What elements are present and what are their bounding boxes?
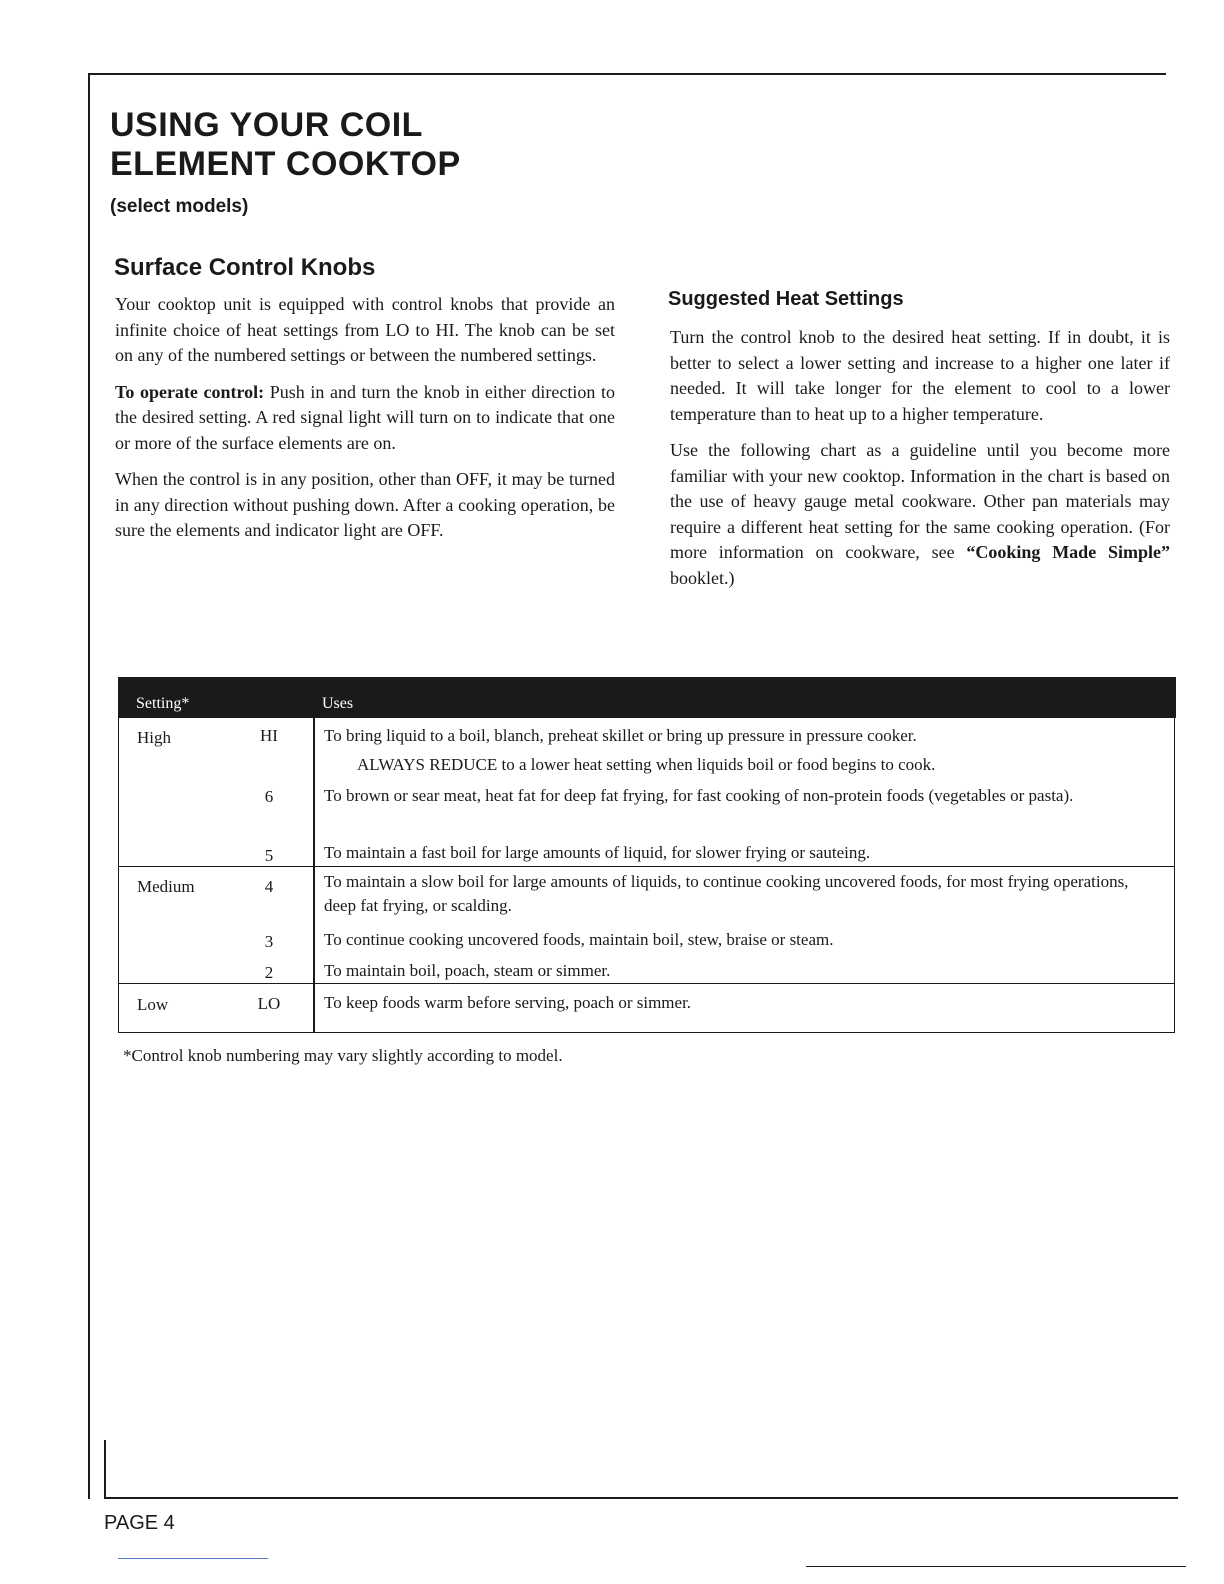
table-cell-use: To brown or sear meat, heat fat for deep fat frying, for fast cooking of non-protein foods (vegetables or pasta). — [324, 786, 1074, 805]
table-cell-level: Low — [137, 995, 169, 1014]
table-cell-level: High — [137, 728, 171, 747]
top-rule — [88, 73, 1166, 75]
paragraph — [670, 438, 1170, 591]
title-line-1: USING YOUR COIL — [110, 106, 423, 144]
table-cell-number: LO — [257, 994, 281, 1013]
table-cell-use: To maintain a fast boil for large amounts of liquid, for slower frying or sauteing. — [324, 843, 871, 862]
table-cell-use: To continue cooking uncovered foods, maintain boil, stew, braise or steam. — [324, 930, 834, 949]
paragraph-body: Push in and turn the knob in either direction to the desired setting. A red signal light will turn on to indicate that one or more of the surface elements are on. — [115, 381, 616, 453]
page-subtitle: (select models) — [110, 196, 249, 217]
table-header — [118, 677, 1176, 718]
table-cell-level: Medium — [137, 877, 195, 896]
table-cell-number: 3 — [264, 932, 274, 951]
table-cell-number: 6 — [264, 787, 274, 806]
section-heading-heat-settings: Suggested Heat Settings — [668, 288, 904, 310]
table-cell-number: 5 — [264, 846, 274, 865]
title-line-2: ELEMENT COOKTOP — [110, 145, 461, 183]
table-cell-use: To maintain a slow boil for large amounts of liquids, to continue cooking uncovered foods, for most frying operations, deep fat frying, or scalding. — [324, 872, 1129, 915]
right-column — [670, 325, 1170, 602]
booklet-title: “Cooking Made Simple” — [966, 542, 1170, 562]
column-header-uses: Uses — [322, 695, 354, 712]
paragraph — [115, 380, 615, 457]
heat-settings-table — [118, 677, 1175, 1033]
paragraph-body: Use the following chart as a guideline until you become more familiar with your new cooktop. Information in the chart is based on the use of heavy gauge metal cookware. Other pan materials may require a different heat setting for the same cooking operation. (For more information on cookware, see — [670, 440, 1170, 562]
table-cell-use: To bring liquid to a boil, blanch, preheat skillet or bring up pressure in pressure cooker. — [324, 726, 917, 745]
page-number: PAGE 4 — [104, 1512, 175, 1534]
bottom-rule — [104, 1497, 1178, 1499]
table-cell-use: To keep foods warm before serving, poach or simmer. — [324, 993, 692, 1012]
bottom-left-rule — [104, 1440, 106, 1498]
paragraph-tail: booklet.) — [670, 567, 735, 588]
paragraph: When the control is in any position, other than OFF, it may be turned in any direction without pushing down. After a cooking operation, be sure the elements and indicator light are OFF. — [115, 469, 615, 540]
left-rule — [88, 73, 90, 1499]
column-divider — [313, 718, 315, 1032]
left-column — [115, 292, 615, 555]
table-cell-number: HI — [260, 726, 278, 745]
paragraph: Turn the control knob to the desired heat setting. If in doubt, it is better to select a lower setting and increase to a higher one later if needed. It will take longer for the element to cool to a lower temperature than to heat up to a higher temperature. — [670, 327, 1170, 424]
table-cell-note: ALWAYS REDUCE to a lower heat setting when liquids boil or food begins to cook. — [357, 755, 936, 774]
table-cell-number: 2 — [264, 963, 274, 982]
paragraph: Your cooktop unit is equipped with control knobs that provide an infinite choice of heat settings from LO to HI. The knob can be set on any of the numbered settings or between the numbered settings. — [115, 294, 615, 365]
page-title — [110, 106, 461, 184]
table-footnote: *Control knob numbering may vary slightly according to model. — [123, 1046, 563, 1065]
column-header-setting: Setting* — [136, 695, 190, 712]
section-heading-control-knobs: Surface Control Knobs — [114, 254, 376, 281]
scan-artifact-line — [118, 1558, 268, 1559]
table-cell-number: 4 — [264, 877, 274, 896]
table-cell-use: To maintain boil, poach, steam or simmer. — [324, 961, 611, 980]
scan-artifact-line — [806, 1566, 1186, 1567]
paragraph-lead: To operate control: — [115, 381, 265, 402]
